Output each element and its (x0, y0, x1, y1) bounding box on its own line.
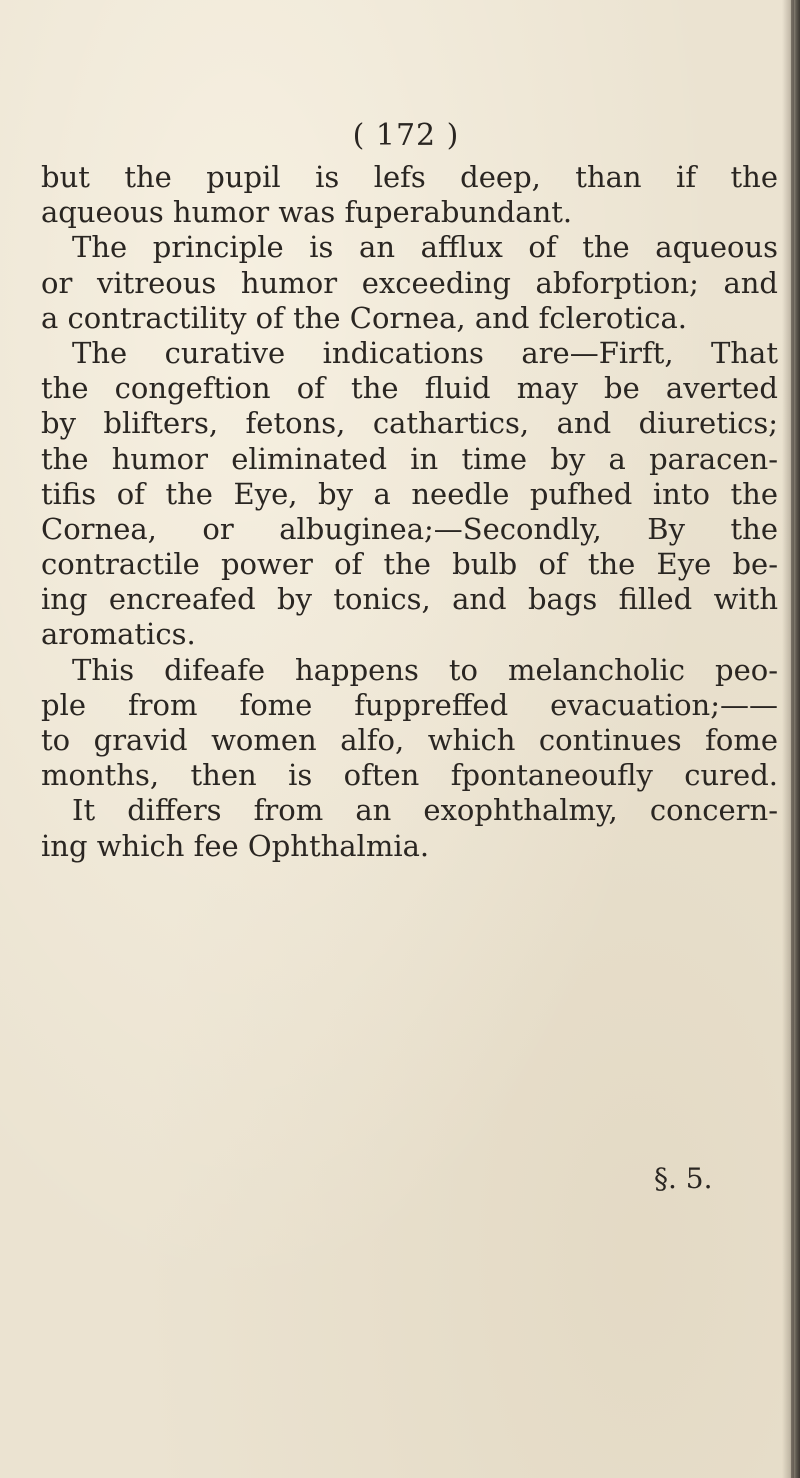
text-line: contractile power of the bulb of the Eye be- (41, 547, 778, 582)
text-line: Cornea, or albuginea;—Secondly, By the (41, 511, 778, 546)
text-line: ing encreafed by tonics, and bags filled with (41, 582, 778, 617)
text-line: It differs from an exophthalmy, concern- (72, 793, 778, 828)
text-line: months, then is often fpontaneoufly cured. (41, 758, 778, 793)
text-line: The curative indications are—Firft, That (72, 335, 778, 370)
body-text (41, 160, 778, 864)
text-line: or vitreous humor exceeding abforption; and (41, 265, 778, 300)
text-line: ple from fome fuppreffed evacuation;—— (41, 687, 778, 722)
text-line: by blifters, fetons, cathartics, and diuretics; (41, 406, 778, 441)
text-line: aromatics. (41, 617, 196, 652)
text-line: the humor eliminated in time by a paracen- (41, 441, 778, 476)
text-line: to gravid women alfo, which continues fome (41, 723, 778, 757)
text-line: the congeftion of the fluid may be averted (41, 371, 778, 406)
text-line: The principle is an afflux of the aqueous (72, 230, 778, 265)
text-line: ing which fee Ophthalmia. (41, 828, 430, 863)
text-line: aqueous humor was fuperabundant. (41, 195, 573, 230)
text-line: but the pupil is lefs deep, than if the (41, 160, 778, 194)
text-line: tifis of the Eye, by a needle pufhed into the (41, 476, 778, 511)
page-number: ( 172 ) (352, 118, 460, 153)
text-line: a contractility of the Cornea, and fclerotica. (41, 300, 688, 335)
catchword: §. 5. (654, 1162, 713, 1195)
text-line: This difeafe happens to melancholic peo- (72, 652, 778, 687)
page-edge (791, 0, 794, 1478)
